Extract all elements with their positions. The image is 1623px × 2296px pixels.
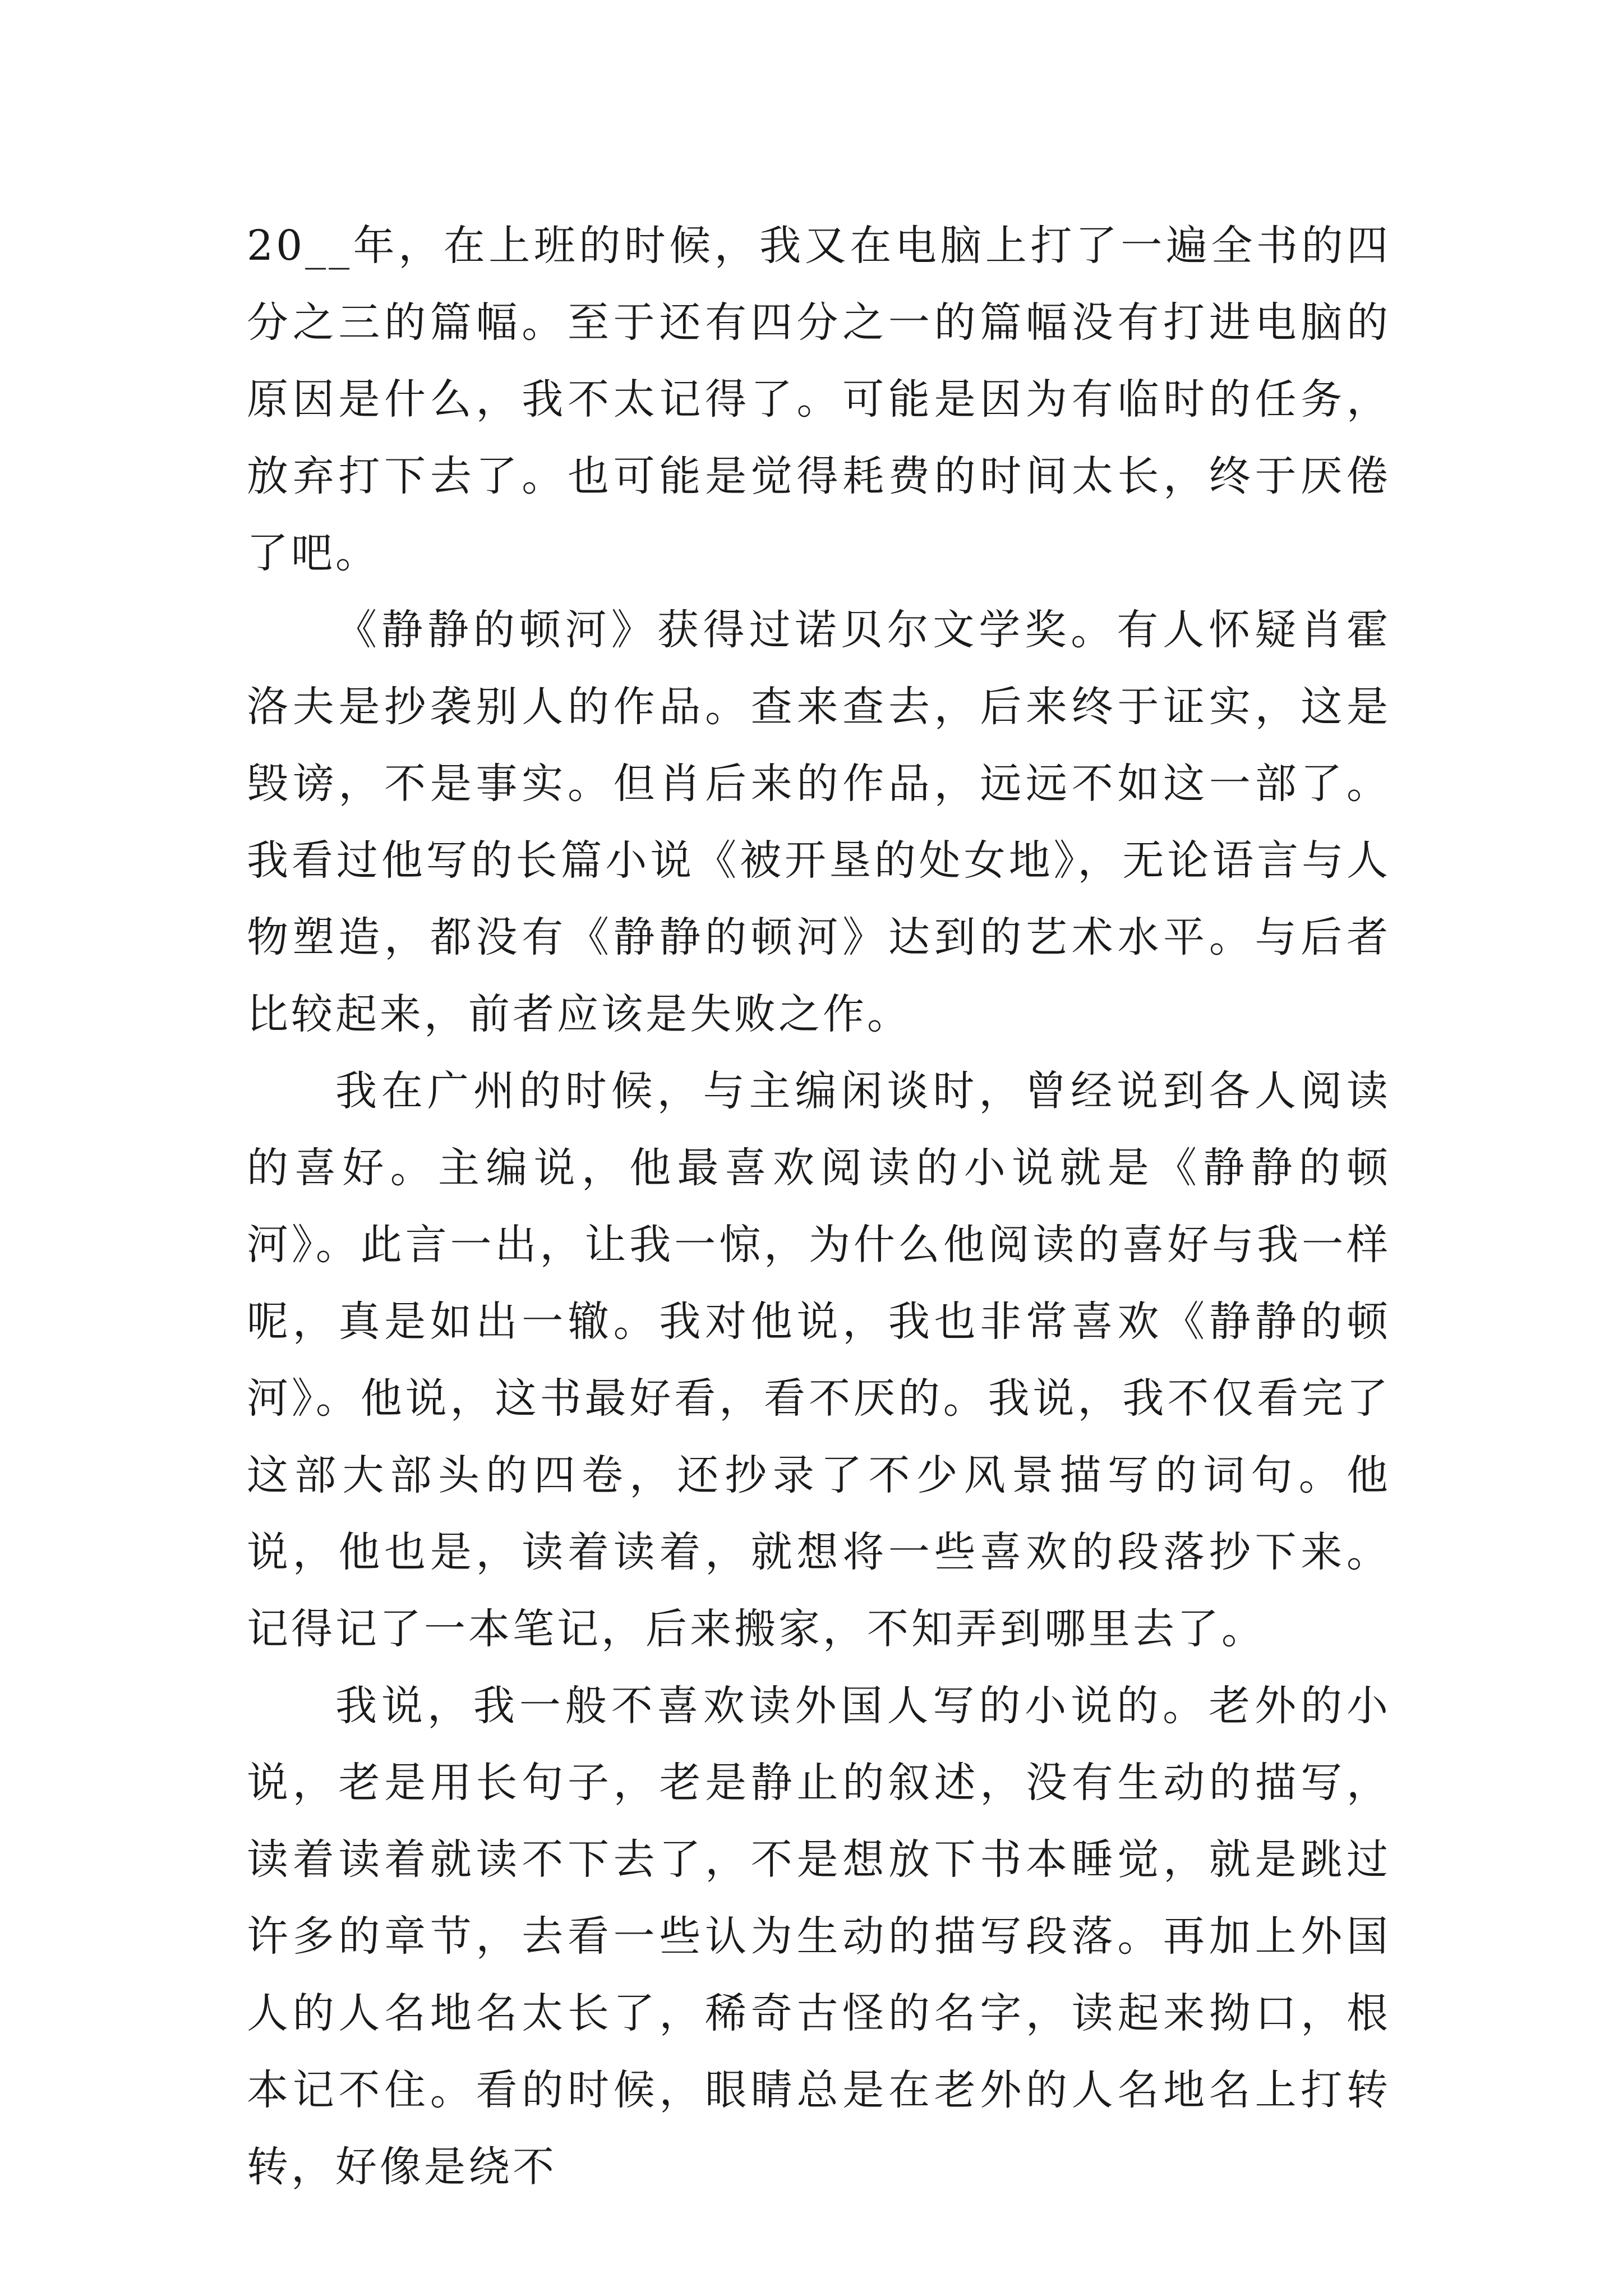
paragraph-2: 《静静的顿河》获得过诺贝尔文学奖。有人怀疑肖霍洛夫是抄袭别人的作品。查来查去，后来终于证实，这是毁谤，不是事实。但肖后来的作品，远远不如这一部了。我看过他写的长篇小说《被开垦的处女地》，无论语言与人物塑造，都没有《静静的顿河》达到的艺术水平。与后者比较起来，前者应该是失败之作。 [247, 606, 1391, 1038]
body-text [247, 208, 1391, 2206]
paragraph-1: 20__年，在上班的时候，我又在电脑上打了一遍全书的四分之三的篇幅。至于还有四分之一的篇幅没有打进电脑的原因是什么，我不太记得了。可能是因为有临时的任务，放弃打下去了。也可能是觉得耗费的时间太长，终于厌倦了吧。 [247, 222, 1391, 577]
paragraph-4: 我说，我一般不喜欢读外国人写的小说的。老外的小说，老是用长句子，老是静止的叙述，没有生动的描写，读着读着就读不下去了，不是想放下书本睡觉，就是跳过许多的章节，去看一些认为生动的描写段落。再加上外国人的人名地名太长了，稀奇古怪的名字，读起来拗口，根本记不住。看的时候，眼睛总是在老外的人名地名上打转转，好像是绕不 [247, 1682, 1391, 2191]
paragraph-3: 我在广州的时候，与主编闲谈时，曾经说到各人阅读的喜好。主编说，他最喜欢阅读的小说就是《静静的顿河》。此言一出，让我一惊，为什么他阅读的喜好与我一样呢，真是如出一辙。我对他说，我也非常喜欢《静静的顿河》。他说，这书最好看，看不厌的。我说，我不仅看完了这部大部头的四卷，还抄录了不少风景描写的词句。他说，他也是，读着读着，就想将一些喜欢的段落抄下来。记得记了一本笔记，后来搬家，不知弄到哪里去了。 [247, 1067, 1391, 1653]
